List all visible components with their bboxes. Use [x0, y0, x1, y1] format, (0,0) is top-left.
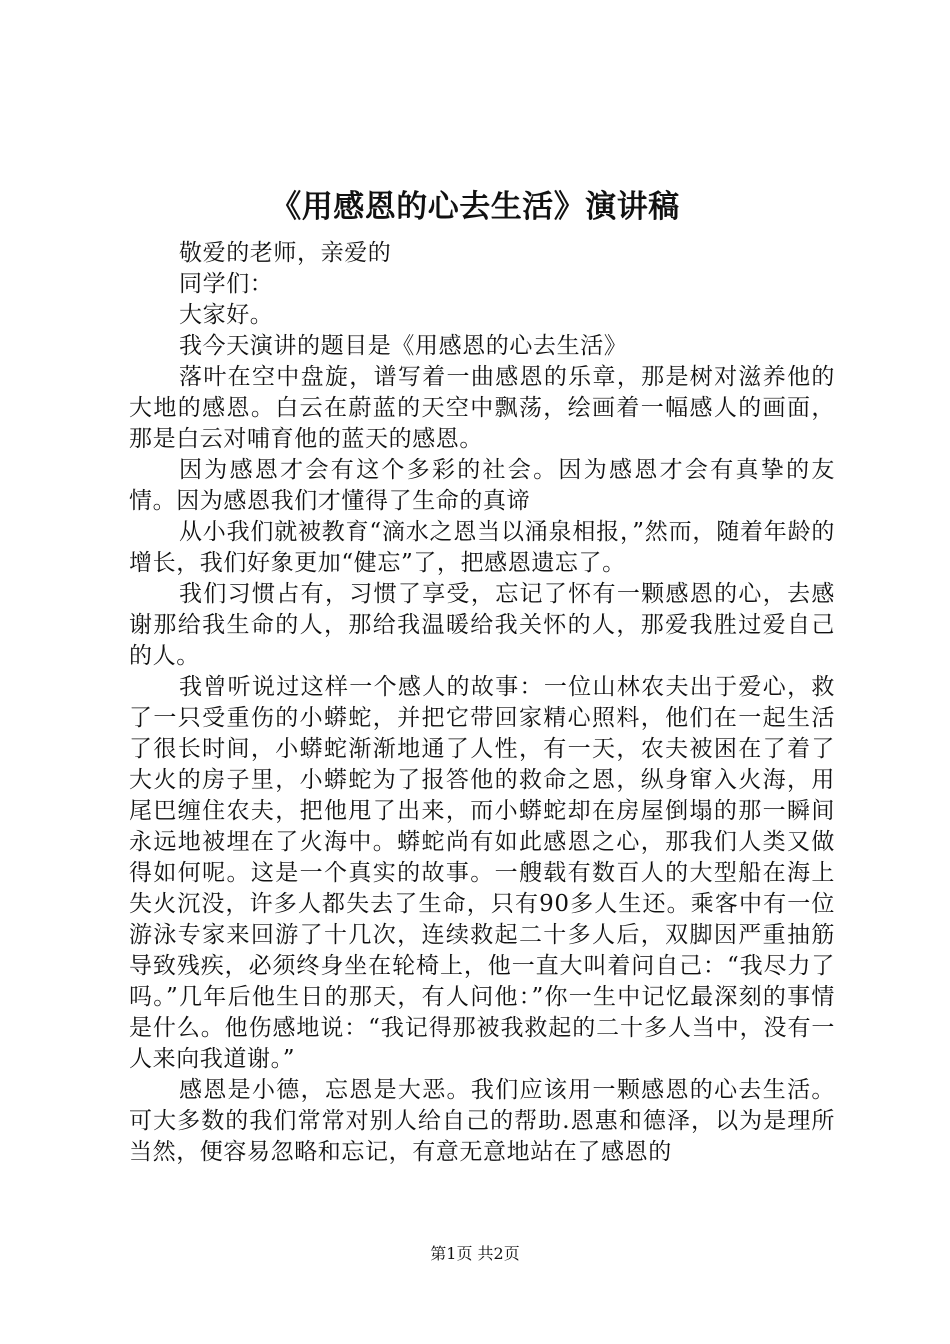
salutation-line-1: 敬爱的老师，亲爱的	[179, 240, 392, 266]
paragraph: 因为感恩才会有这个多彩的社会。因为感恩才会有真挚的友情。因为感恩我们才懂得了生命的真谛	[129, 457, 835, 514]
paragraph: 我们习惯占有，习惯了享受，忘记了怀有一颗感恩的心，去感谢那给我生命的人，那给我温暖给我关怀的人，那爱我胜过爱自己的人。	[129, 581, 835, 669]
greeting: 大家好。	[179, 302, 274, 328]
document-title: 《用感恩的心去生活》演讲稿	[270, 189, 680, 225]
document-body	[129, 238, 835, 1168]
page-footer: 第1页 共2页	[430, 1244, 520, 1263]
paragraph: 感恩是小德，忘恩是大恶。我们应该用一颗感恩的心去生活。可大多数的我们常常对别人给自己的帮助.恩惠和德泽，以为是理所当然，便容易忽略和忘记，有意无意地站在了感恩的	[129, 1077, 835, 1165]
paragraph: 从小我们就被教育“滴水之恩当以涌泉相报，”然而，随着年龄的增长，我们好象更加“健忘”了，把感恩遗忘了。	[129, 519, 835, 576]
salutation-line-2: 同学们：	[179, 271, 274, 297]
paragraph: 我曾听说过这样一个感人的故事：一位山林农夫出于爱心，救了一只受重伤的小蟒蛇，并把它带回家精心照料，他们在一起生活了很长时间，小蟒蛇渐渐地通了人性，有一天，农夫被困在了着了大火的房子里，小蟒蛇为了报答他的救命之恩，纵身窜入火海，用尾巴缠住农夫，把他甩了出来，而小蟒蛇却在房屋倒塌的那一瞬间永远地被埋在了火海中。蟒蛇尚有如此感恩之心，那我们人类又做得如何呢。这是一个真实的故事。一艘载有数百人的大型船在海上失火沉没，许多人都失去了生命，只有90多人生还。乘客中有一位游泳专家来回游了十几次，连续救起二十多人后，双脚因严重抽筋导致残疾，必须终身坐在轮椅上，他一直大叫着问自己：“我尽力了吗。”几年后他生日的那天，有人问他：”你一生中记忆最深刻的事情是什么。他伤感地说：“我记得那被我救起的二十多人当中，没有一人来向我道谢。”	[129, 674, 835, 1072]
speech-topic: 我今天演讲的题目是《用感恩的心去生活》	[179, 333, 628, 359]
paragraph: 落叶在空中盘旋，谱写着一曲感恩的乐章，那是树对滋养他的大地的感恩。白云在蔚蓝的天空中飘荡，绘画着一幅感人的画面，那是白云对哺育他的蓝天的感恩。	[129, 364, 835, 452]
